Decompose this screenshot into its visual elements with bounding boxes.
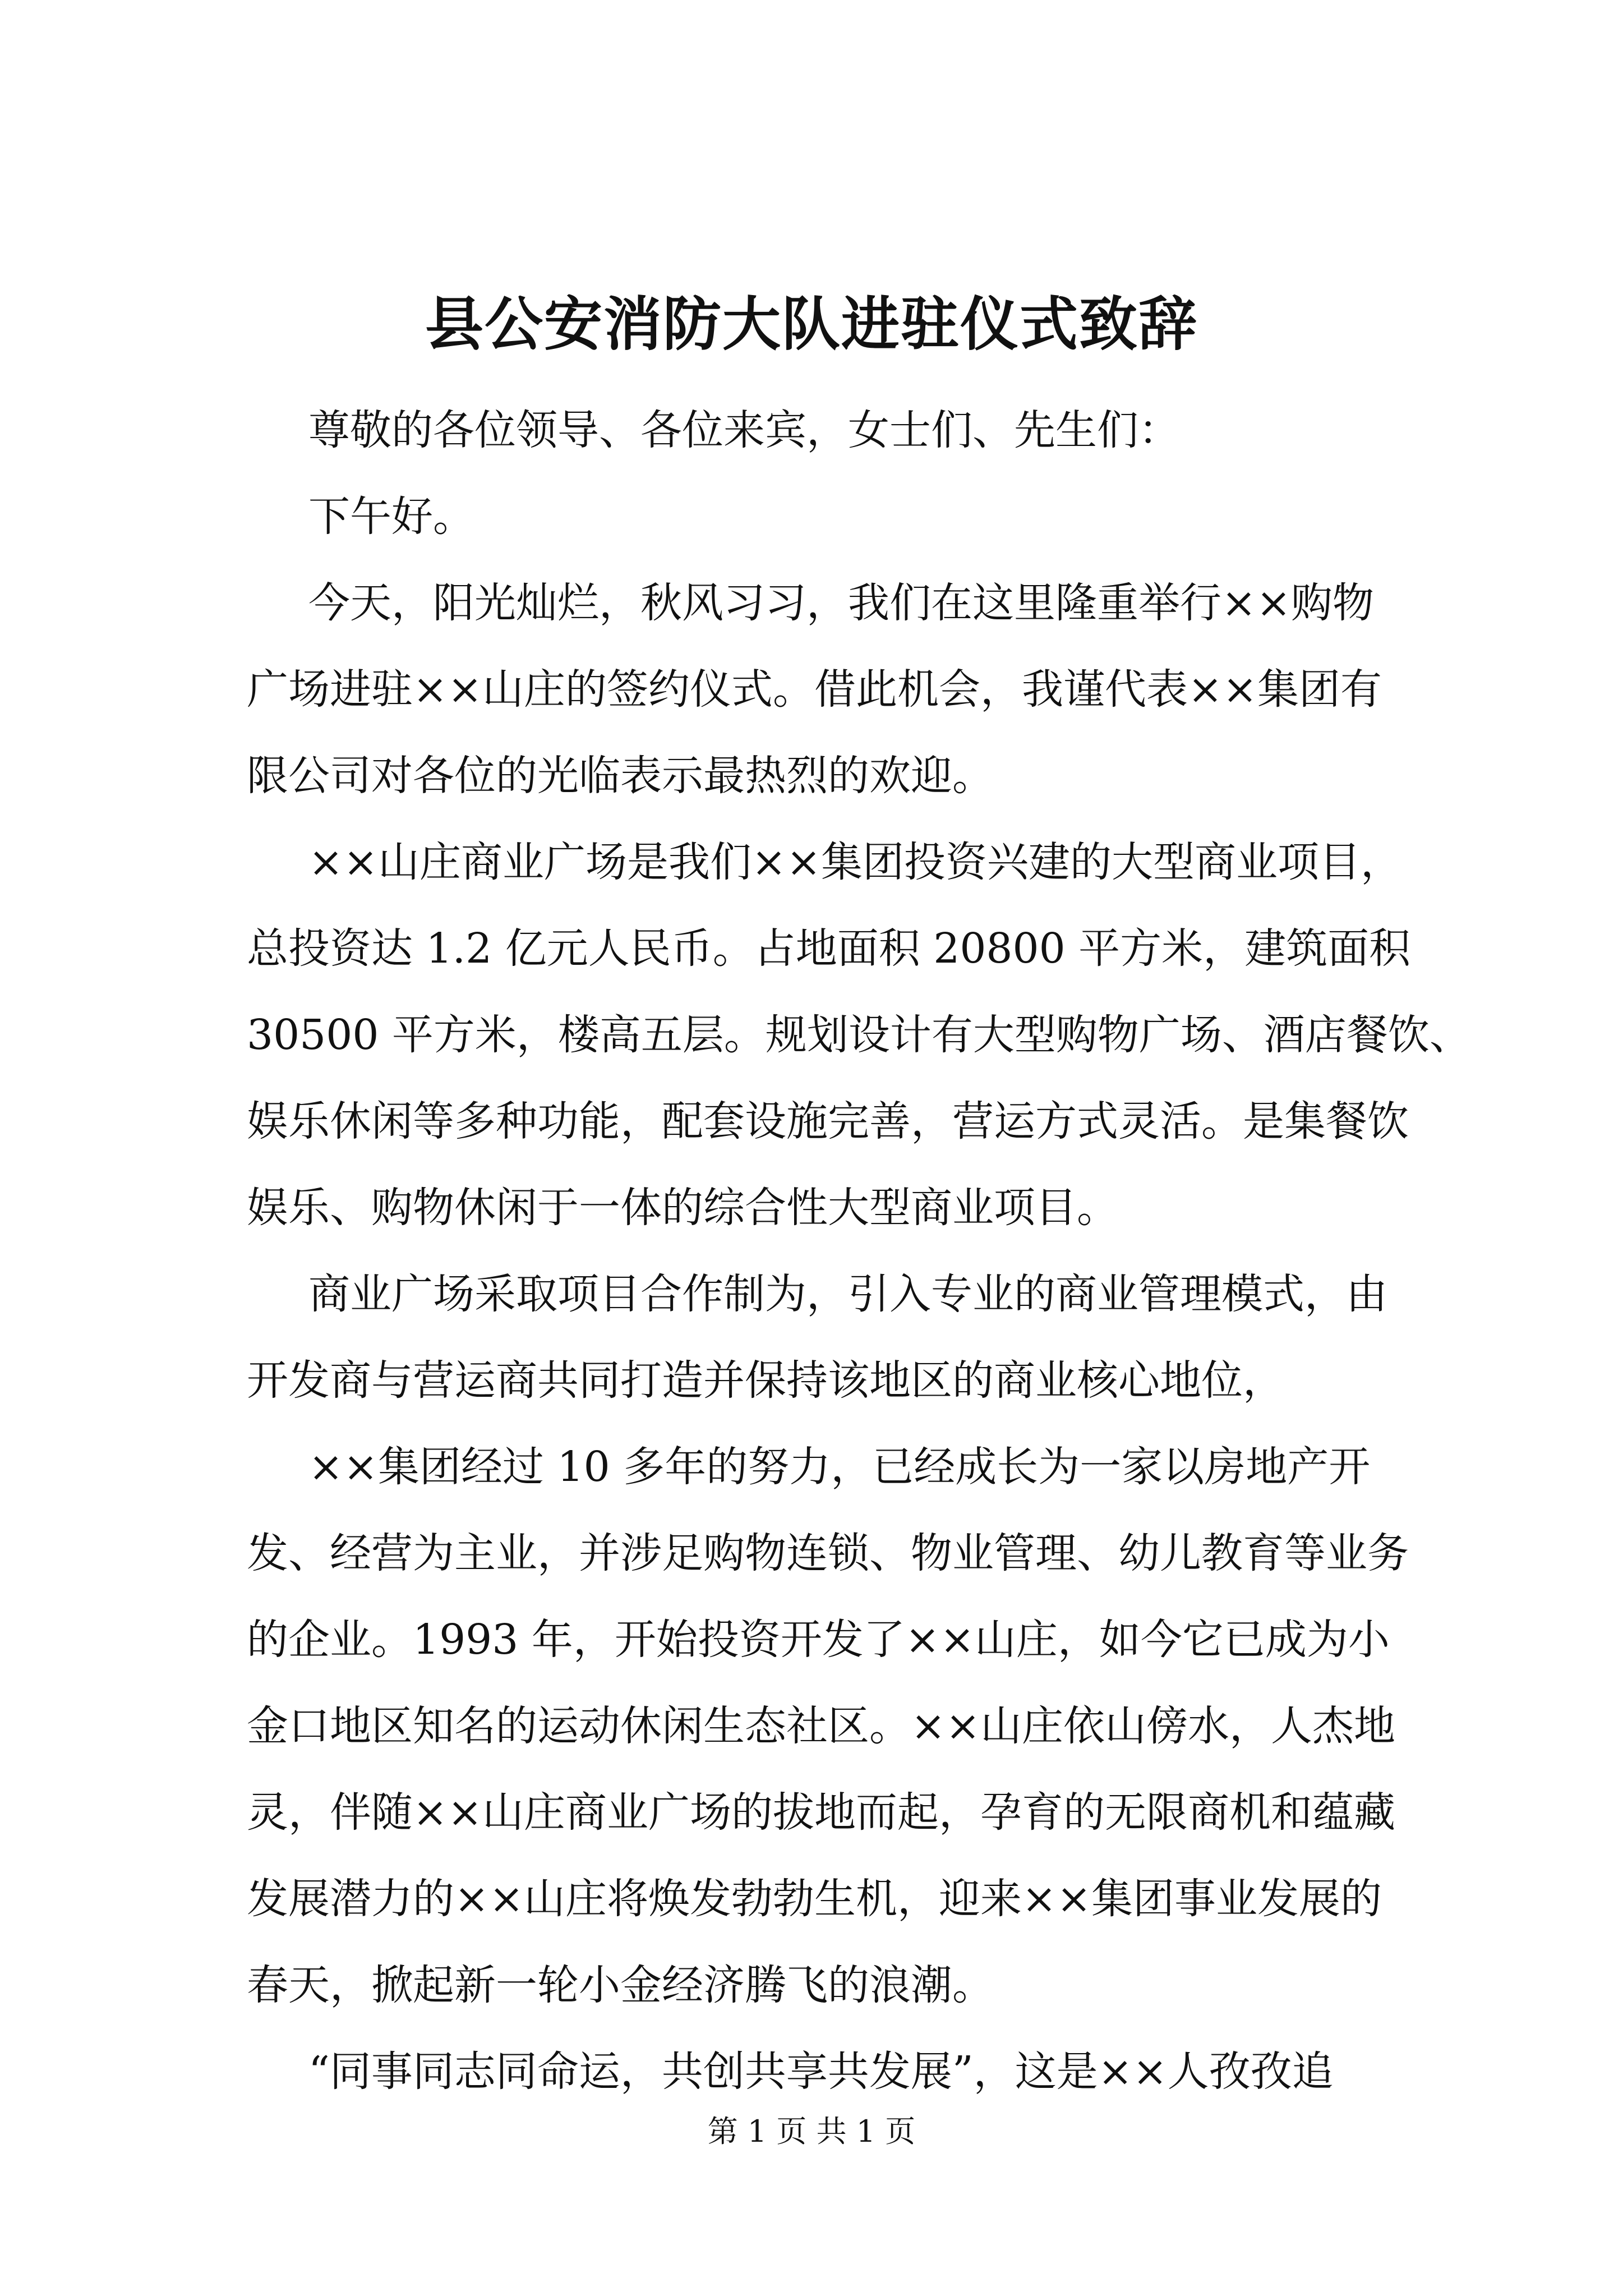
text-line: 金口地区知名的运动休闲生态社区。××山庄依山傍水，人杰地	[247, 1702, 1396, 1750]
text-line: 春天，掀起新一轮小金经济腾飞的浪潮。	[247, 1961, 994, 2009]
text-line: 今天，阳光灿烂，秋风习习，我们在这里隆重举行××购物	[308, 579, 1375, 627]
text-line: 限公司对各位的光临表示最热烈的欢迎。	[247, 752, 994, 800]
text-line: 灵，伴随××山庄商业广场的拔地而起，孕育的无限商机和蕴藏	[247, 1788, 1396, 1837]
text-line: 30500 平方米，楼高五层。规划设计有大型购物广场、酒店餐饮、	[247, 1011, 1471, 1059]
document-title: 县公安消防大队进驻仪式致辞	[425, 289, 1198, 358]
text-line: 娱乐休闲等多种功能，配套设施完善，营运方式灵活。是集餐饮	[247, 1097, 1409, 1145]
text-line: 总投资达 1.2 亿元人民币。占地面积 20800 平方米，建筑面积	[247, 924, 1411, 973]
text-line: ××集团经过 10 多年的努力，已经成长为一家以房地产开	[308, 1443, 1371, 1491]
text-line: 娱乐、购物休闲于一体的综合性大型商业项目。	[247, 1184, 1118, 1232]
text-line: 尊敬的各位领导、各位来宾，女士们、先生们：	[308, 406, 1180, 454]
text-line: 开发商与营运商共同打造并保持该地区的商业核心地位，	[247, 1356, 1284, 1405]
text-line: 发展潜力的××山庄将焕发勃勃生机，迎来××集团事业发展的	[247, 1875, 1382, 1923]
text-line: ××山庄商业广场是我们××集团投资兴建的大型商业项目，	[308, 838, 1403, 886]
page-footer: 第 1 页 共 1 页	[707, 2114, 916, 2149]
text-line: 广场进驻××山庄的签约仪式。借此机会，我谨代表××集团有	[247, 665, 1382, 714]
text-line: 商业广场采取项目合作制为，引入专业的商业管理模式，由	[308, 1270, 1387, 1318]
text-line: 的企业。1993 年，开始投资开发了××山庄，如今它已成为小	[247, 1616, 1390, 1664]
text-line: “同事同志同命运，共创共享共发展”，这是××人孜孜追	[308, 2047, 1334, 2096]
text-line: 发、经营为主业，并涉足购物连锁、物业管理、幼儿教育等业务	[247, 1529, 1409, 1577]
text-line: 下午好。	[308, 493, 474, 541]
